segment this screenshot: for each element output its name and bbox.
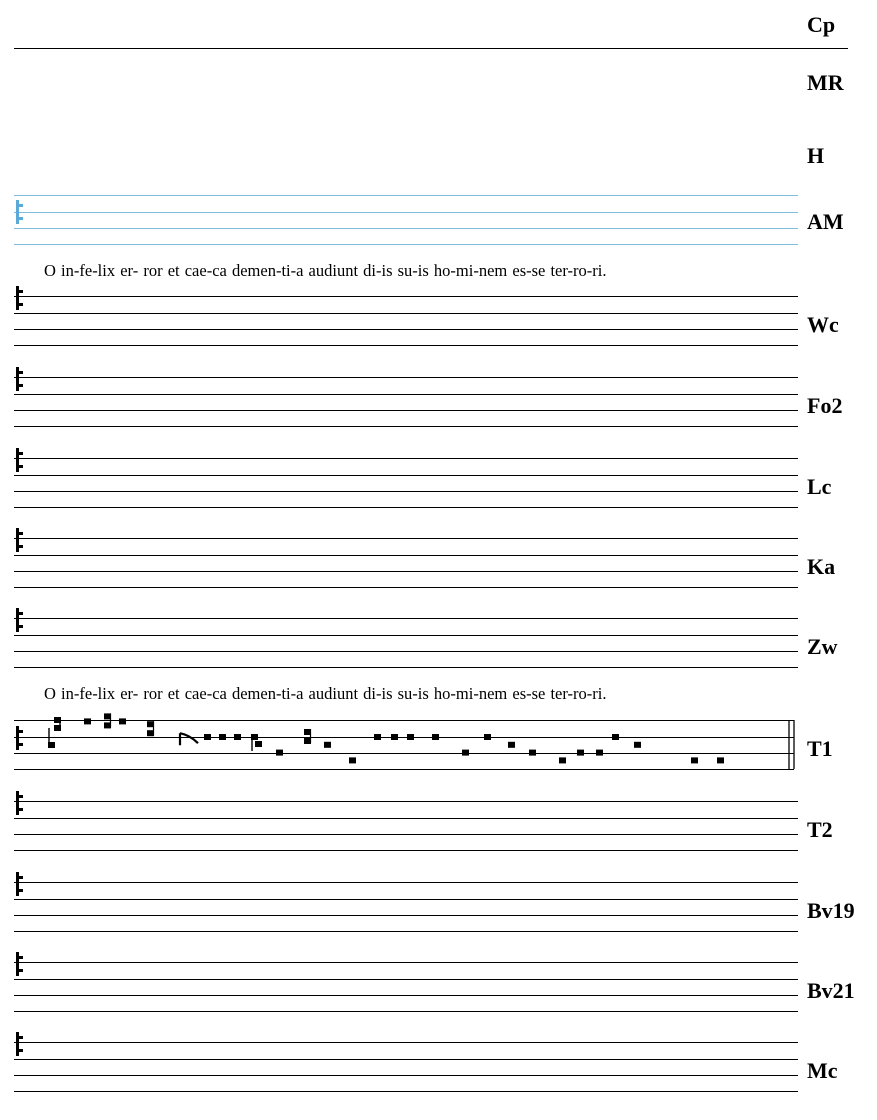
neume-note [484, 734, 491, 740]
siglum-t2: T2 [807, 817, 833, 842]
t1-melody [14, 720, 804, 780]
staff-zw[interactable] [14, 618, 798, 670]
neume-note [54, 717, 61, 723]
lyrics-line-1: O in-fe-lix er- ror et cae-ca demen-ti-a audiunt di-is su-is ho-mi-nem es-se ter-ro-ri. [44, 261, 607, 280]
neume-note [276, 750, 283, 756]
c-clef-icon [16, 791, 23, 815]
neume-note [255, 741, 262, 747]
siglum-t1: T1 [807, 736, 833, 761]
c-clef-icon [16, 872, 23, 896]
c-clef-icon [16, 1032, 23, 1056]
neume-note [432, 734, 439, 740]
neume-note [634, 742, 641, 748]
siglum-wc: Wc [807, 312, 839, 337]
c-clef-icon [16, 952, 23, 976]
siglum-zw: Zw [807, 634, 838, 659]
staff-am[interactable] [14, 195, 798, 247]
neume-virga [180, 733, 198, 745]
staff-mc[interactable] [14, 1042, 798, 1094]
neume-note [529, 750, 536, 756]
neume-note [119, 718, 126, 724]
neume-note [407, 734, 414, 740]
neume-note [219, 734, 226, 740]
neume-note [508, 742, 515, 748]
siglum-fo2: Fo2 [807, 393, 843, 418]
c-clef-icon [16, 608, 23, 632]
staff-ka[interactable] [14, 538, 798, 590]
c-clef-icon [16, 200, 23, 224]
neume-note [234, 734, 241, 740]
siglum-bv19: Bv19 [807, 898, 855, 923]
staff-wc[interactable] [14, 296, 798, 348]
neume-note [84, 718, 91, 724]
neume-note [559, 757, 566, 763]
neume-note [462, 750, 469, 756]
neume-note [349, 757, 356, 763]
neume-note [391, 734, 398, 740]
staff-lc[interactable] [14, 458, 798, 510]
neume-note [612, 734, 619, 740]
header-rule [14, 48, 848, 49]
staff-fo2[interactable] [14, 377, 798, 429]
staff-bv19[interactable] [14, 882, 798, 934]
c-clef-icon [16, 448, 23, 472]
neume-note [691, 757, 698, 763]
c-clef-icon [16, 367, 23, 391]
neume-note [717, 757, 724, 763]
siglum-mc: Mc [807, 1058, 838, 1083]
siglum-bv21: Bv21 [807, 978, 855, 1003]
neume-note [324, 742, 331, 748]
siglum-am: AM [807, 209, 844, 234]
staff-t1[interactable] [14, 720, 794, 772]
siglum-lc: Lc [807, 474, 832, 499]
neume-note [204, 734, 211, 740]
siglum-mr: MR [807, 70, 844, 95]
c-clef-icon [16, 286, 23, 310]
siglum-cp: Cp [807, 12, 836, 37]
siglum-h: H [807, 143, 825, 168]
staff-bv21[interactable] [14, 962, 798, 1014]
siglum-ka: Ka [807, 554, 836, 579]
neume-note [596, 750, 603, 756]
neume-note [374, 734, 381, 740]
neume-note [577, 750, 584, 756]
c-clef-icon [16, 528, 23, 552]
staff-t2[interactable] [14, 801, 798, 853]
lyrics-line-2: O in-fe-lix er- ror et cae-ca demen-ti-a audiunt di-is su-is ho-mi-nem es-se ter-ro-ri. [44, 684, 607, 703]
